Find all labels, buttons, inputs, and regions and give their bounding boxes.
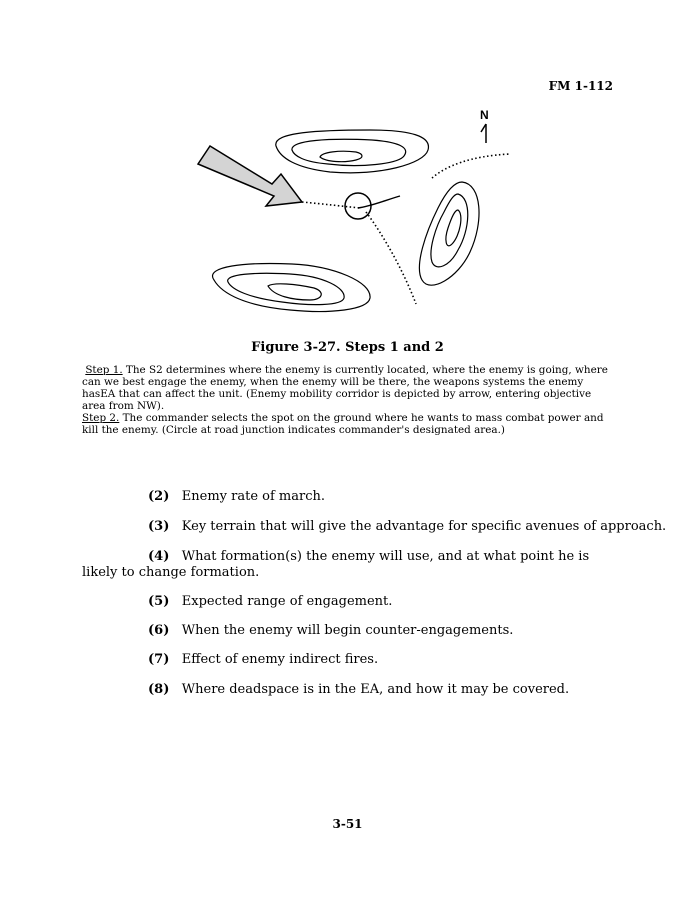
list-item-text: When the enemy will begin counter-engagements. <box>181 623 514 638</box>
list-item-text: Where deadspace is in the EA, and how it may be covered. <box>181 682 570 697</box>
step-2 <box>82 412 617 436</box>
list-item-text: Enemy rate of march. <box>181 489 325 504</box>
step-1-label: Step 1. <box>85 364 123 376</box>
list-item <box>82 549 612 581</box>
list-item <box>82 519 678 535</box>
list-item-text: What formation(s) the enemy will use, and at what point he is likely to change formation. <box>82 549 590 580</box>
north-label: N <box>480 108 489 122</box>
north-arrow-icon <box>481 124 486 143</box>
terrain-contour-southwest <box>213 264 371 312</box>
terrain-diagram <box>190 100 530 320</box>
list-item <box>82 623 678 639</box>
step-2-text: The commander selects the spot on the ground where he wants to mass combat power and kill the enemy. (Circle at road junction indicates commander's designated area.) <box>82 412 604 436</box>
list-item <box>82 652 678 668</box>
list-item-text: Effect of enemy indirect fires. <box>181 652 379 667</box>
step-descriptions <box>82 364 617 436</box>
list-item-number: (3) <box>148 519 170 534</box>
road-solid-segment <box>358 196 400 208</box>
list-item-number: (8) <box>148 682 170 697</box>
list-item <box>82 594 678 610</box>
list-item-number: (2) <box>148 489 170 504</box>
list-item-number: (6) <box>148 623 170 638</box>
terrain-contour-east <box>419 182 479 285</box>
list-item-number: (7) <box>148 652 170 667</box>
list-item-number: (4) <box>148 549 170 564</box>
step-2-label: Step 2. <box>82 412 120 424</box>
document-id: FM 1-112 <box>548 79 613 93</box>
step-1 <box>82 364 617 412</box>
page-number: 3-51 <box>332 817 363 831</box>
list-item <box>82 489 678 505</box>
figure-caption: Figure 3-27. Steps 1 and 2 <box>251 340 444 355</box>
list-item-text: Expected range of engagement. <box>181 594 393 609</box>
road-network <box>302 154 510 304</box>
list-item-text: Key terrain that will give the advantage for specific avenues of approach. <box>181 519 667 534</box>
enemy-corridor-arrow <box>198 146 302 206</box>
terrain-contour-north <box>276 130 429 173</box>
list-item <box>82 682 678 698</box>
step-1-text: The S2 determines where the enemy is currently located, where the enemy is going, where can we best engage the enemy, when the enemy will be there, the weapons systems the enemy hasEA that can affect the unit. (Enemy mobility corridor is depicted by arrow, entering objective area from NW). <box>82 364 608 412</box>
list-item-number: (5) <box>148 594 170 609</box>
